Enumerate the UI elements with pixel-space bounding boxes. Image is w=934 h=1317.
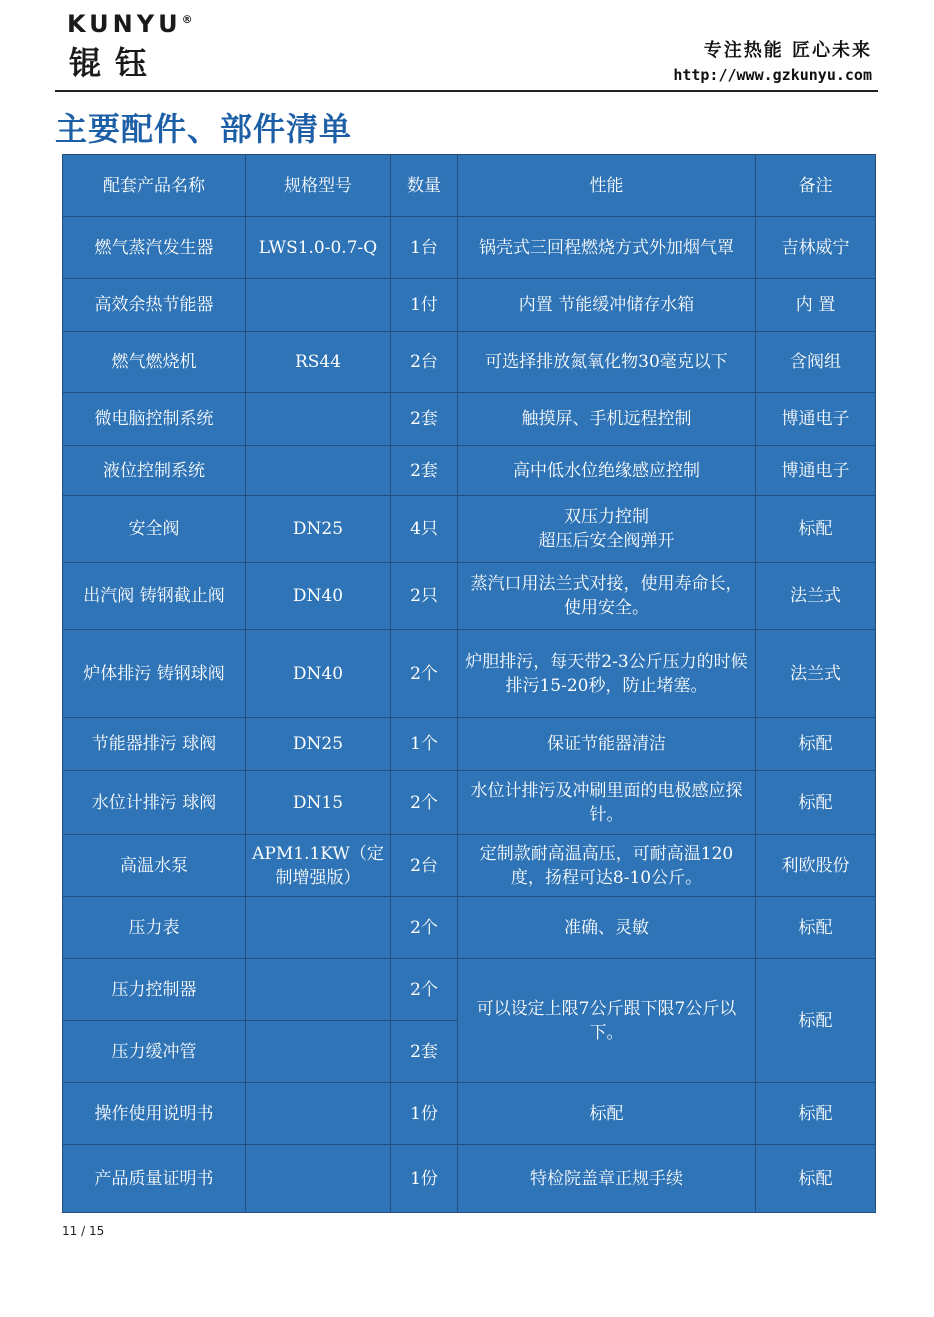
cell-remark: 吉林威宁 [756, 217, 876, 279]
cell-quantity: 1台 [391, 217, 458, 279]
cell-remark: 博通电子 [756, 446, 876, 496]
cell-name: 液位控制系统 [63, 446, 246, 496]
cell-quantity: 1个 [391, 718, 458, 771]
table-row [63, 332, 876, 393]
table-header-row [63, 155, 876, 217]
cell-name: 安全阀 [63, 496, 246, 563]
cell-remark: 含阀组 [756, 332, 876, 393]
cell-name: 燃气蒸汽发生器 [63, 217, 246, 279]
cell-remark: 标配 [756, 496, 876, 563]
cell-quantity: 2套 [391, 393, 458, 446]
cell-model: RS44 [246, 332, 391, 393]
cell-name: 操作使用说明书 [63, 1083, 246, 1145]
cell-quantity: 2个 [391, 897, 458, 959]
cell-performance: 触摸屏、手机远程控制 [458, 393, 756, 446]
column-header-remark: 备注 [756, 155, 876, 217]
cell-model [246, 1021, 391, 1083]
cell-name: 炉体排污 铸钢球阀 [63, 630, 246, 718]
cell-quantity: 1份 [391, 1083, 458, 1145]
cell-name: 压力表 [63, 897, 246, 959]
cell-model: DN15 [246, 771, 391, 835]
table-row [63, 217, 876, 279]
page-title: 主要配件、部件清单 [55, 110, 353, 148]
cell-performance: 蒸汽口用法兰式对接，使用寿命长，使用安全。 [458, 563, 756, 630]
cell-quantity: 4只 [391, 496, 458, 563]
cell-model: DN40 [246, 563, 391, 630]
cell-quantity: 2个 [391, 959, 458, 1021]
cell-quantity: 2套 [391, 446, 458, 496]
cell-remark: 标配 [756, 897, 876, 959]
cell-quantity: 2只 [391, 563, 458, 630]
table-row [63, 897, 876, 959]
cell-remark: 内 置 [756, 279, 876, 332]
table-row [63, 563, 876, 630]
column-header-quantity: 数量 [391, 155, 458, 217]
table-row [63, 1145, 876, 1213]
cell-model: APM1.1KW（定制增强版） [246, 835, 391, 897]
cell-remark: 法兰式 [756, 630, 876, 718]
cell-quantity: 2台 [391, 835, 458, 897]
cell-performance: 特检院盖章正规手续 [458, 1145, 756, 1213]
parts-table [62, 154, 876, 1213]
cell-model [246, 959, 391, 1021]
cell-model [246, 446, 391, 496]
cell-performance: 可以设定上限7公斤跟下限7公斤以下。 [458, 959, 756, 1083]
cell-performance: 定制款耐高温高压，可耐高温120度，扬程可达8-10公斤。 [458, 835, 756, 897]
cell-model: LWS1.0-0.7-Q [246, 217, 391, 279]
table-row [63, 835, 876, 897]
page-header [55, 8, 878, 92]
cell-performance: 锅壳式三回程燃烧方式外加烟气罩 [458, 217, 756, 279]
cell-name: 高温水泵 [63, 835, 246, 897]
cell-model: DN25 [246, 718, 391, 771]
cell-performance: 准确、灵敏 [458, 897, 756, 959]
cell-performance: 保证节能器清洁 [458, 718, 756, 771]
cell-quantity: 2个 [391, 630, 458, 718]
cell-remark: 标配 [756, 1145, 876, 1213]
cell-remark: 标配 [756, 771, 876, 835]
cell-performance: 炉胆排污，每天带2-3公斤压力的时候排污15-20秒，防止堵塞。 [458, 630, 756, 718]
cell-remark: 标配 [756, 959, 876, 1083]
cell-performance: 高中低水位绝缘感应控制 [458, 446, 756, 496]
cell-performance: 标配 [458, 1083, 756, 1145]
cell-quantity: 2个 [391, 771, 458, 835]
cell-model [246, 1145, 391, 1213]
brand-logo-text: KUNYU [67, 10, 182, 38]
cell-performance: 水位计排污及冲刷里面的电极感应探针。 [458, 771, 756, 835]
table-row [63, 446, 876, 496]
table-row [63, 279, 876, 332]
cell-name: 出汽阀 铸钢截止阀 [63, 563, 246, 630]
brand-logo [67, 10, 193, 38]
table-row [63, 771, 876, 835]
cell-name: 压力控制器 [63, 959, 246, 1021]
cell-remark: 法兰式 [756, 563, 876, 630]
cell-remark: 博通电子 [756, 393, 876, 446]
table-row [63, 630, 876, 718]
page-number: 11 / 15 [62, 1224, 105, 1238]
column-header-performance: 性能 [458, 155, 756, 217]
cell-quantity: 1份 [391, 1145, 458, 1213]
column-header-name: 配套产品名称 [63, 155, 246, 217]
cell-model [246, 897, 391, 959]
cell-model: DN25 [246, 496, 391, 563]
brand-logo-cn: 锟钰 [69, 44, 162, 82]
cell-name: 压力缓冲管 [63, 1021, 246, 1083]
cell-name: 产品质量证明书 [63, 1145, 246, 1213]
cell-performance: 内置 节能缓冲储存水箱 [458, 279, 756, 332]
table-row [63, 496, 876, 563]
cell-quantity: 1付 [391, 279, 458, 332]
cell-remark: 利欧股份 [756, 835, 876, 897]
cell-model: DN40 [246, 630, 391, 718]
column-header-model: 规格型号 [246, 155, 391, 217]
cell-name: 燃气燃烧机 [63, 332, 246, 393]
cell-remark: 标配 [756, 718, 876, 771]
cell-name: 节能器排污 球阀 [63, 718, 246, 771]
cell-performance: 可选择排放氮氧化物30毫克以下 [458, 332, 756, 393]
cell-model [246, 1083, 391, 1145]
cell-remark: 标配 [756, 1083, 876, 1145]
table-row [63, 718, 876, 771]
website-url: http://www.gzkunyu.com [673, 66, 872, 84]
cell-model [246, 393, 391, 446]
table-row [63, 393, 876, 446]
cell-name: 微电脑控制系统 [63, 393, 246, 446]
table-row [63, 1083, 876, 1145]
table-row [63, 959, 876, 1021]
cell-model [246, 279, 391, 332]
cell-quantity: 2台 [391, 332, 458, 393]
cell-quantity: 2套 [391, 1021, 458, 1083]
cell-name: 水位计排污 球阀 [63, 771, 246, 835]
registered-mark: ® [181, 13, 193, 26]
slogan: 专注热能 匠心未来 [703, 40, 872, 61]
cell-name: 高效余热节能器 [63, 279, 246, 332]
cell-performance: 双压力控制 超压后安全阀弹开 [458, 496, 756, 563]
